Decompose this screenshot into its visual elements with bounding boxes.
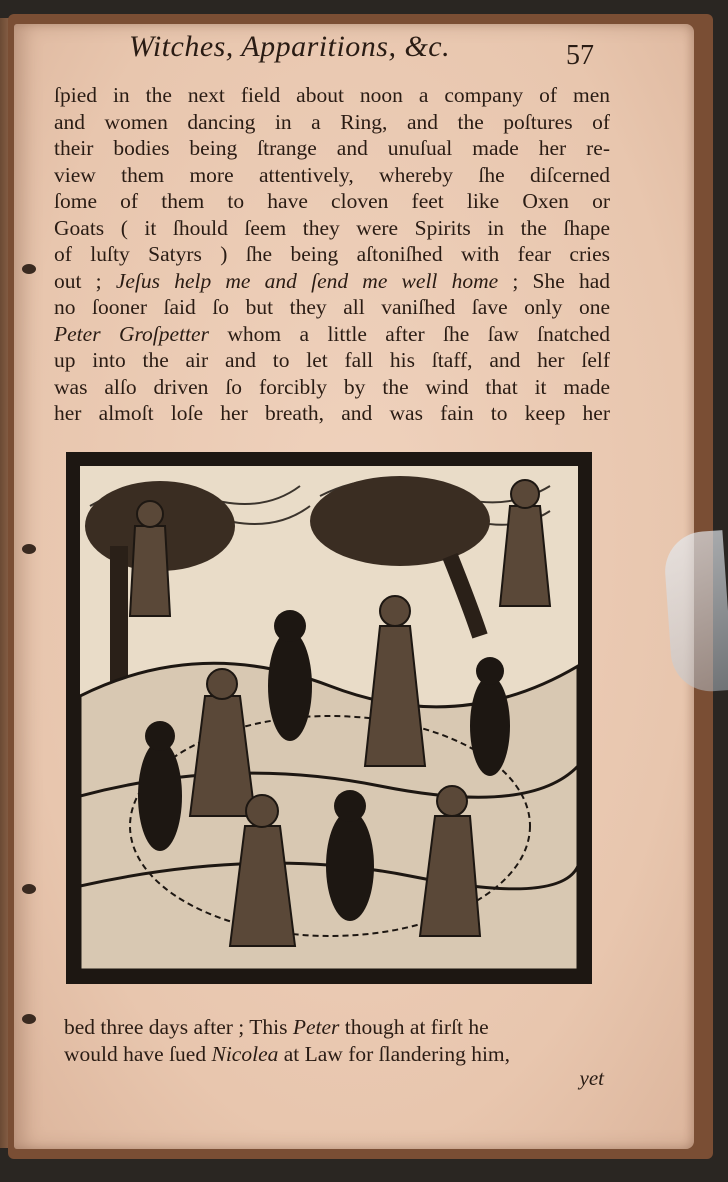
text-line: of luſty Satyrs ) ſhe being aſtoniſhed with fear cries bbox=[54, 242, 610, 266]
text-line: ſpied in the next field about noon a company of men bbox=[54, 83, 610, 107]
text-line: Peter Groſpetter whom a little after ſhe ſaw ſnatched bbox=[54, 321, 610, 346]
running-head: Witches, Apparitions, &c. bbox=[129, 30, 451, 63]
body-text bbox=[54, 82, 610, 427]
text-line: would have ſued Nicolea at Law for ſlandering him, bbox=[64, 1042, 511, 1066]
text-line: Goats ( it ſhould ſeem they were Spirits in the ſhape bbox=[54, 215, 610, 240]
continuation-text bbox=[64, 1014, 609, 1068]
page-number: 57 bbox=[566, 40, 594, 71]
text-line: and women dancing in a Ring, and the poſtures of bbox=[54, 109, 610, 134]
italic-quote: Jeſus help me and ſend me well home bbox=[115, 268, 499, 293]
text-line: bed three days after ; This Peter though at firſt he bbox=[64, 1015, 489, 1039]
catchword: yet bbox=[579, 1066, 604, 1090]
italic-name: Peter Groſpetter bbox=[54, 321, 209, 346]
woodcut-illustration bbox=[66, 452, 592, 984]
text-line: their bodies being ſtrange and unuſual made her re- bbox=[54, 136, 610, 160]
text-line: no ſooner ſaid ſo but they all vaniſhed ſave only one bbox=[54, 295, 610, 319]
text-line: up into the air and to let fall his ſtaff, and her ſelf bbox=[54, 348, 610, 372]
book-page bbox=[14, 24, 694, 1149]
text-line: view them more attentively, whereby ſhe diſcerned bbox=[54, 162, 610, 187]
woodcut-drawing bbox=[80, 466, 578, 970]
text-line: her almoſt loſe her breath, and was fain to keep her bbox=[54, 401, 610, 425]
text-line: out ; Jeſus help me and ſend me well home ; She had bbox=[54, 268, 610, 293]
text-line: ſome of them to have cloven feet like Oxen or bbox=[54, 189, 610, 213]
text-line: was alſo driven ſo forcibly by the wind that it made bbox=[54, 374, 610, 399]
